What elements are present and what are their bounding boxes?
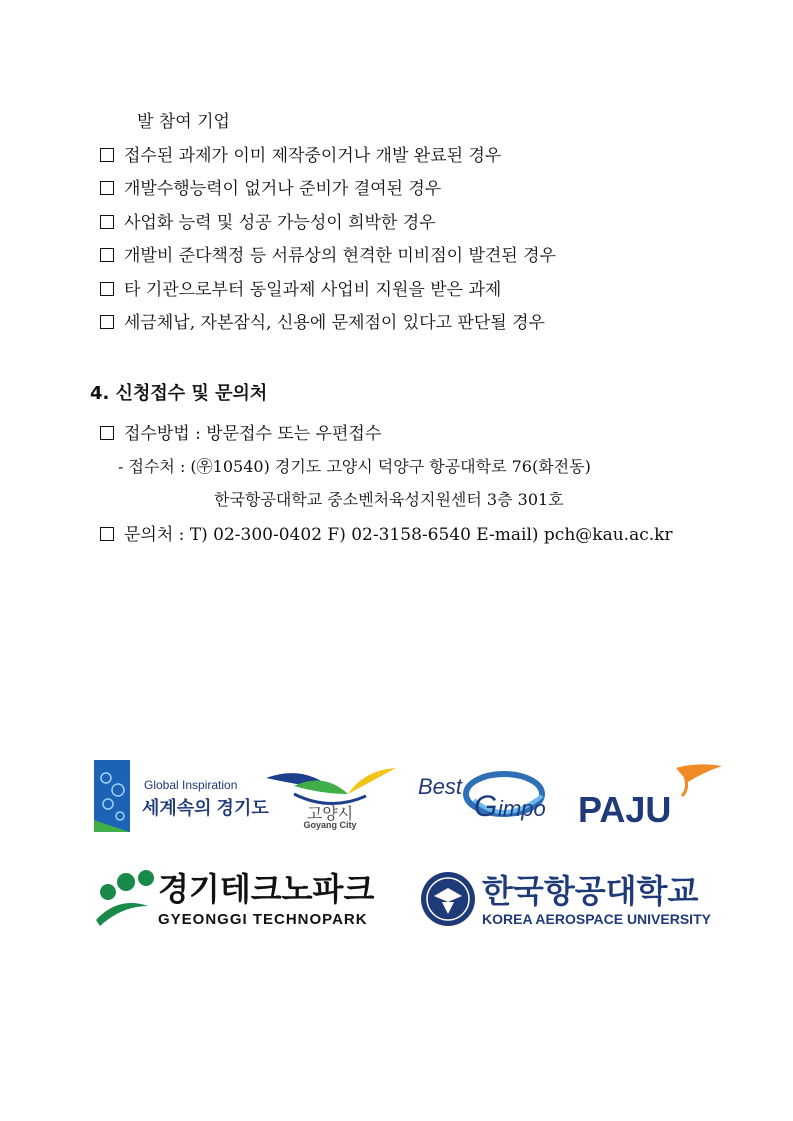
gyeonggi-technopark-logo [94, 866, 410, 932]
list-item: 사업화 능력 및 성공 가능성이 희박한 경우 [100, 212, 436, 234]
svg-text:고양시: 고양시 [306, 806, 354, 823]
section-title: 4. 신청접수 및 문의처 [90, 383, 268, 404]
contact-info: 문의처 : T) 02-300-0402 F) 02-3158-6540 E-mail) pch@kau.ac.kr [100, 524, 673, 546]
receipt-method: 접수방법 : 방문접수 또는 우편접수 [100, 423, 381, 445]
gyeonggi-logo [94, 760, 269, 832]
checkbox-icon [100, 527, 114, 541]
svg-text:세계속의 경기도: 세계속의 경기도 [142, 798, 269, 818]
list-item: 개발비 준다책정 등 서류상의 현격한 미비점이 발견된 경우 [100, 245, 556, 267]
list-item: 접수된 과제가 이미 제작중이거나 개발 완료된 경우 [100, 145, 501, 167]
checkbox-icon [100, 426, 114, 440]
continuation-text: 발 참여 기업 [137, 112, 230, 132]
list-item: 타 기관으로부터 동일과제 사업비 지원을 받은 과제 [100, 279, 501, 301]
checkbox-icon [100, 181, 114, 195]
gimpo-logo [414, 766, 564, 828]
svg-text:경기테크노파크: 경기테크노파크 [158, 871, 375, 907]
svg-text:한국항공대학교: 한국항공대학교 [482, 873, 699, 909]
svg-text:Goyang City: Goyang City [303, 820, 357, 830]
list-item: 개발수행능력이 없거나 준비가 결여된 경우 [100, 178, 441, 200]
paju-logo [576, 762, 722, 832]
svg-text:G: G [474, 790, 498, 823]
kau-logo [420, 866, 714, 932]
svg-text:GYEONGGI TECHNOPARK: GYEONGGI TECHNOPARK [158, 911, 368, 928]
list-item: 세금체납, 자본잠식, 신용에 문제점이 있다고 판단될 경우 [100, 312, 545, 334]
technopark-dots-icon [100, 884, 116, 900]
checkbox-icon [100, 215, 114, 229]
svg-text:KOREA AEROSPACE UNIVERSITY: KOREA AEROSPACE UNIVERSITY [482, 911, 711, 927]
checkbox-icon [100, 248, 114, 262]
goyang-logo [264, 764, 396, 830]
svg-text:PAJU: PAJU [578, 789, 672, 830]
gyeonggi-emblem-icon [94, 760, 130, 832]
address-line: - 접수처 : (㉾10540) 경기도 고양시 덕양구 항공대학로 76(화전동) [118, 457, 591, 476]
paju-bird-icon [676, 764, 722, 782]
address-line-2: 한국항공대학교 중소벤처육성지원센터 3층 301호 [214, 490, 564, 509]
svg-text:impo: impo [498, 796, 546, 821]
checkbox-icon [100, 148, 114, 162]
svg-text:Global Inspiration: Global Inspiration [144, 778, 238, 792]
svg-text:Best: Best [418, 774, 463, 799]
checkbox-icon [100, 282, 114, 296]
checkbox-icon [100, 315, 114, 329]
